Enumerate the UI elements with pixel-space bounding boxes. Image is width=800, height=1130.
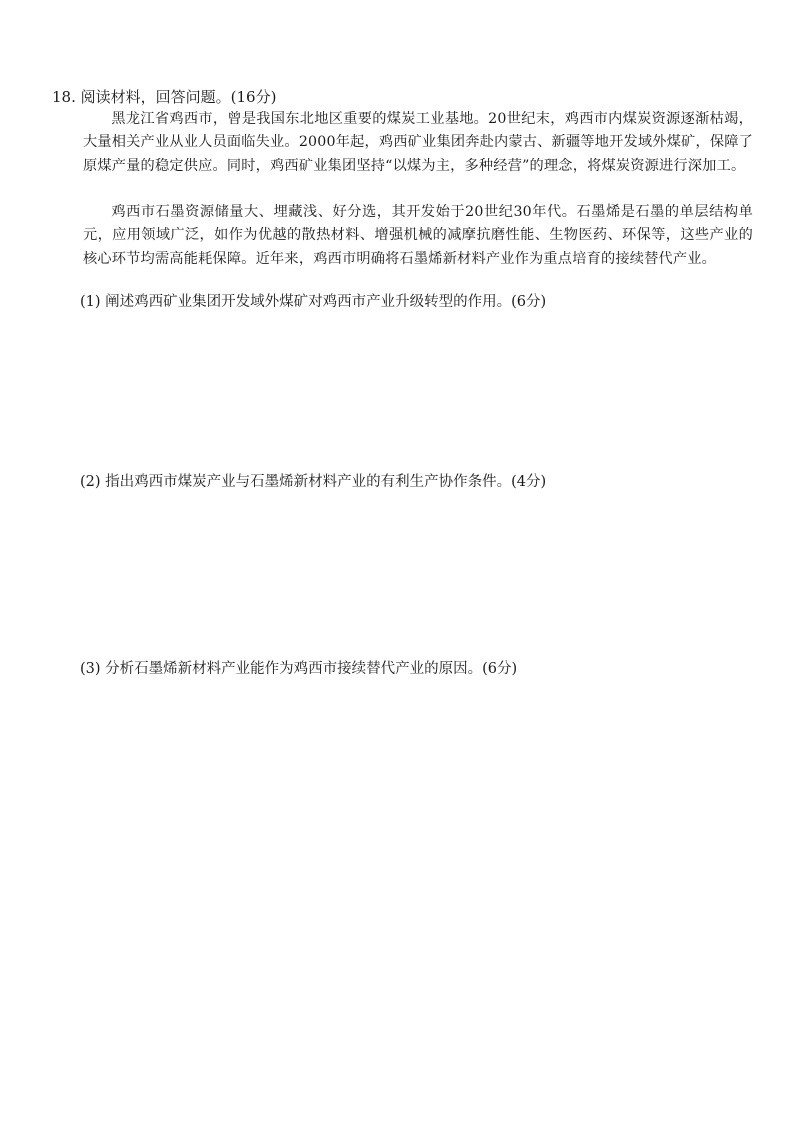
- answer-area-2[interactable]: [80, 498, 750, 648]
- material-block-2: [83, 201, 753, 271]
- material-block-1: [83, 108, 753, 178]
- sub-question-1: (1) 阐述鸡西矿业集团开发域外煤矿对鸡西市产业升级转型的作用。(6分): [80, 294, 547, 310]
- material-paragraph: 黑龙江省鸡西市，曾是我国东北地区重要的煤炭工业基地。20世纪末，鸡西市内煤炭资源逐渐枯竭，大量相关产业从业人员面临失业。2000年起，鸡西矿业集团奔赴内蒙古、新疆等地开发域外煤矿，保障了原煤产量的稳定供应。同时，鸡西矿业集团坚持“以煤为主，多种经营”的理念，将煤炭资源进行深加工。: [83, 111, 753, 174]
- question-title: 18. 阅读材料，回答问题。(16分): [52, 88, 277, 106]
- material-paragraph: 鸡西市石墨资源储量大、埋藏浅、好分选，其开发始于20世纪30年代。石墨烯是石墨的单层结构单元，应用领域广泛，如作为优越的散热材料、增强机械的减摩抗磨性能、生物医药、环保等，这些产业的核心环节均需高能耗保障。近年来，鸡西市明确将石墨烯新材料产业作为重点培育的接续替代产业。: [83, 204, 753, 267]
- sub-question-2: (2) 指出鸡西市煤炭产业与石墨烯新材料产业的有利生产协作条件。(4分): [80, 474, 547, 490]
- answer-area-3[interactable]: [80, 685, 750, 1085]
- answer-area-1[interactable]: [80, 318, 750, 458]
- sub-question-3: (3) 分析石墨烯新材料产业能作为鸡西市接续替代产业的原因。(6分): [80, 661, 518, 677]
